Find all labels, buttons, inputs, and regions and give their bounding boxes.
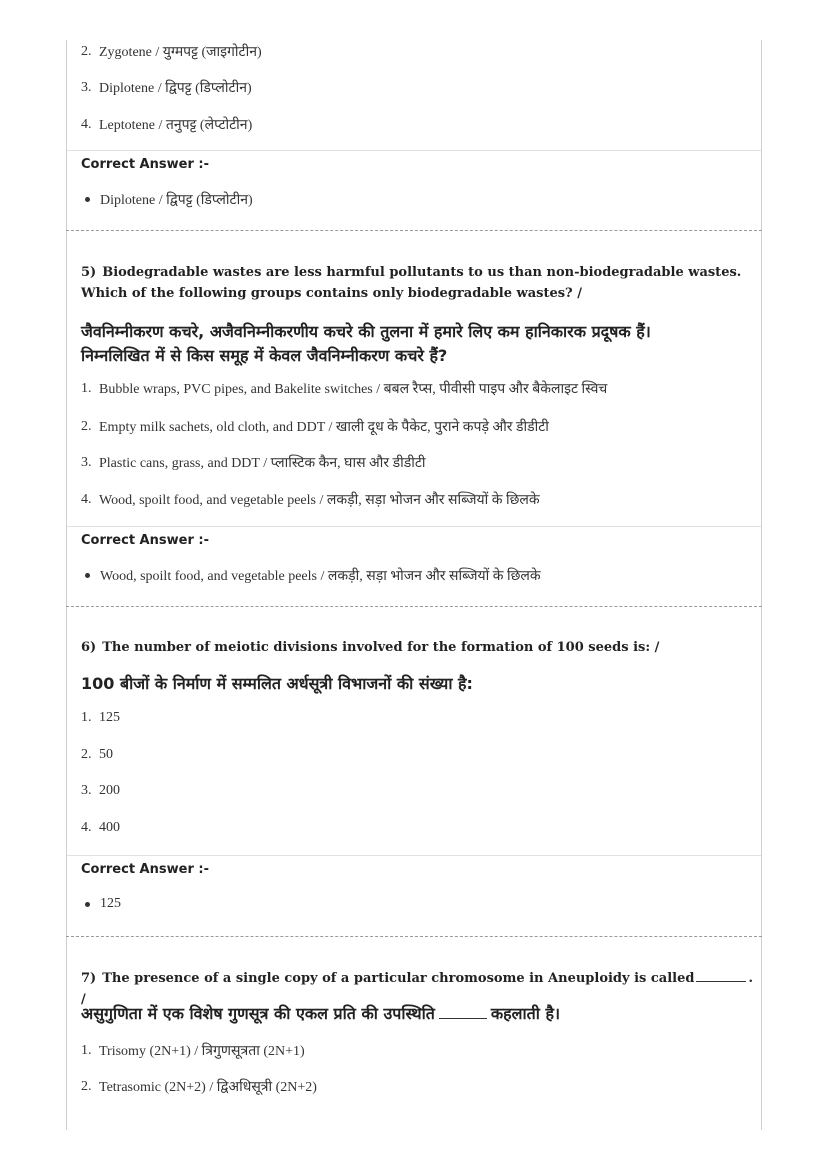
correct-answer-label: Correct Answer :-: [81, 862, 209, 877]
option-number: 4.: [81, 820, 92, 835]
option-number: 2.: [81, 1078, 92, 1094]
option-number: 3.: [81, 783, 92, 798]
option-text: Empty milk sachets, old cloth, and DDT / खाली दूध के पैकेट, पुराने कपड़े और डीडीटी: [99, 420, 549, 435]
option-text: 125: [99, 710, 120, 725]
option-text: Trisomy (2N+1) / त्रिगुणसूत्रता (2N+1): [99, 1044, 305, 1059]
q5-option-1: [81, 379, 761, 398]
correct-answer-label: Correct Answer :-: [81, 157, 209, 172]
question-text-line1: Biodegradable wastes are less harmful pollutants to us than non-biodegradable wastes.: [102, 265, 742, 280]
q6-option-3: [81, 783, 761, 799]
question-separator: [66, 936, 762, 937]
hindi-text-end: कहलाती है।: [490, 1004, 561, 1023]
bullet-icon: [85, 573, 90, 578]
q6-option-1: [81, 710, 761, 726]
option-text: Leptotene / तनुपट्ट (लेप्टोटीन): [99, 118, 253, 133]
option-number: 2.: [81, 747, 92, 762]
question-number: 6): [81, 640, 97, 655]
correct-answer: [81, 566, 761, 585]
option-text: Zygotene / युग्मपट्ट (जाइगोटीन): [99, 45, 262, 60]
option-number: 2.: [81, 418, 92, 434]
divider: [67, 150, 761, 151]
question-paper-frame: [66, 40, 762, 1130]
bullet-icon: [85, 197, 90, 202]
q7-option-2: [81, 1077, 761, 1096]
option-number: 1.: [81, 380, 92, 396]
option-number: 2.: [81, 43, 92, 59]
correct-answer-text: 125: [100, 896, 121, 911]
option-text: Bubble wraps, PVC pipes, and Bakelite switches / बबल रैप्स, पीवीसी पाइप और बैकेलाइट स्विच: [99, 382, 608, 397]
q7-hindi: [81, 1002, 761, 1026]
q6-option-2: [81, 747, 761, 763]
q5-option-3: [81, 453, 761, 472]
correct-answer-text: Wood, spoilt food, and vegetable peels / लकड़ी, सड़ा भोजन और सब्जियों के छिलके: [100, 569, 541, 584]
hindi-text: असुगुणिता में एक विशेष गुणसूत्र की एकल प्रति की उपस्थिति: [81, 1004, 435, 1023]
question-number: 7): [81, 971, 97, 986]
option-number: 4.: [81, 491, 92, 507]
divider: [67, 526, 761, 527]
q7-option-1: [81, 1041, 761, 1060]
q5-hindi: [81, 320, 761, 368]
q5-option-4: [81, 490, 761, 509]
correct-answer: [81, 190, 761, 209]
option-text: 50: [99, 747, 113, 762]
option-number: 1.: [81, 710, 92, 725]
correct-answer-text: Diplotene / द्विपट्ट (डिप्लोटीन): [100, 193, 253, 208]
option-text: Plastic cans, grass, and DDT / प्लास्टिक कैन, घास और डीडीटी: [99, 456, 426, 471]
answer-blank: [439, 1004, 487, 1019]
q4-option-3: [81, 78, 761, 97]
q6-hindi: 100 बीजों के निर्माण में सम्मलित अर्धसूत्री विभाजनों की संख्या है:: [81, 674, 473, 693]
q6-option-4: [81, 820, 761, 836]
question-separator: [66, 230, 762, 231]
option-text: Wood, spoilt food, and vegetable peels / लकड़ी, सड़ा भोजन और सब्जियों के छिलके: [99, 493, 540, 508]
option-text: Tetrasomic (2N+2) / द्विअधिसूत्री (2N+2): [99, 1080, 317, 1095]
option-number: 4.: [81, 116, 92, 132]
option-number: 3.: [81, 454, 92, 470]
correct-answer: [81, 896, 761, 912]
q5-option-2: [81, 417, 761, 436]
option-text: 400: [99, 820, 120, 835]
question-separator: [66, 606, 762, 607]
q6-title: [81, 637, 761, 658]
question-text: The number of meiotic divisions involved for the formation of 100 seeds is: /: [102, 640, 660, 655]
question-number: 5): [81, 265, 97, 280]
q4-option-2: [81, 42, 761, 61]
hindi-text-line1: जैवनिम्नीकरण कचरे, अजैवनिम्नीकरणीय कचरे की तुलना में हमारे लिए कम हानिकारक प्रदूषक हैं।: [81, 322, 651, 341]
option-number: 1.: [81, 1042, 92, 1058]
q4-option-4: [81, 115, 761, 134]
hindi-text-line2: निम्नलिखित में से किस समूह में केवल जैवनिम्नीकरण कचरे हैं?: [81, 346, 448, 365]
question-text-line2: Which of the following groups contains only biodegradable wastes? /: [81, 286, 582, 301]
question-text: The presence of a single copy of a particular chromosome in Aneuploidy is called: [102, 971, 695, 986]
option-text: Diplotene / द्विपट्ट (डिप्लोटीन): [99, 81, 252, 96]
option-number: 3.: [81, 79, 92, 95]
answer-blank: [696, 969, 746, 982]
q5-title: [81, 262, 761, 304]
bullet-icon: [85, 902, 90, 907]
correct-answer-label: Correct Answer :-: [81, 533, 209, 548]
question-text-end: . /: [81, 971, 753, 1007]
option-text: 200: [99, 783, 120, 798]
divider: [67, 855, 761, 856]
